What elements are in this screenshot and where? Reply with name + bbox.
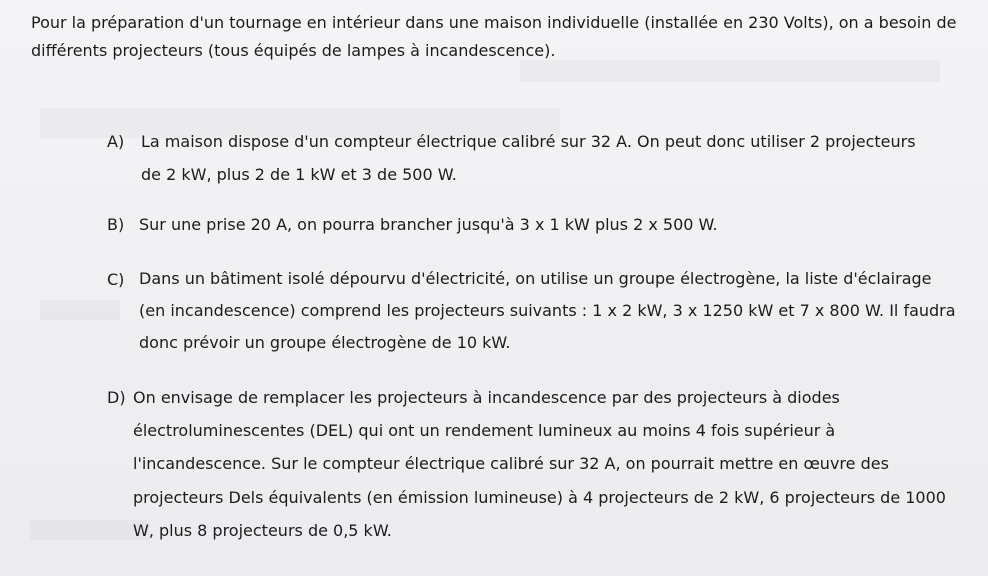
option-text: On envisage de remplacer les projecteurs à incandescence par des projecteurs à diodes électroluminescentes (DEL) qui ont un rendement lumineux au moins 4 fois supérieur à l'incandescence. Sur le compteur électrique calibré sur 32 A, on pourrait mettre en œuvre des projecteurs Dels équivalents (en émission lumineuse) à 4 projecteurs de 2 kW, 6 projecteurs de 1000 W, plus 8 projecteurs de 0,5 kW.: [133, 388, 946, 540]
option-letter: C): [107, 270, 125, 289]
answer-option-a: [107, 125, 927, 191]
option-letter: B): [107, 215, 125, 234]
option-text: La maison dispose d'un compteur électrique calibré sur 32 A. On peut donc utiliser 2 projecteurs de 2 kW, plus 2 de 1 kW et 3 de 500 W.: [141, 132, 916, 184]
option-letter: A): [107, 132, 125, 151]
intro-paragraph: Pour la préparation d'un tournage en intérieur dans une maison individuelle (installée en 230 Volts), on a besoin de différents projecteurs (tous équipés de lampes à incandescence).: [31, 13, 957, 60]
option-text: Sur une prise 20 A, on pourra brancher jusqu'à 3 x 1 kW plus 2 x 500 W.: [139, 215, 718, 234]
answer-option-b: [107, 208, 927, 241]
answer-option-d: [107, 381, 947, 547]
option-letter: D): [107, 388, 126, 407]
option-text: Dans un bâtiment isolé dépourvu d'électricité, on utilise un groupe électrogène, la liste d'éclairage (en incandescence) comprend les projecteurs suivants : 1 x 2 kW, 3 x 1250 kW et 7 x 800 W. Il faudra donc prévoir un groupe électrogène de 10 kW.: [139, 269, 956, 352]
answer-option-c: [107, 263, 957, 359]
